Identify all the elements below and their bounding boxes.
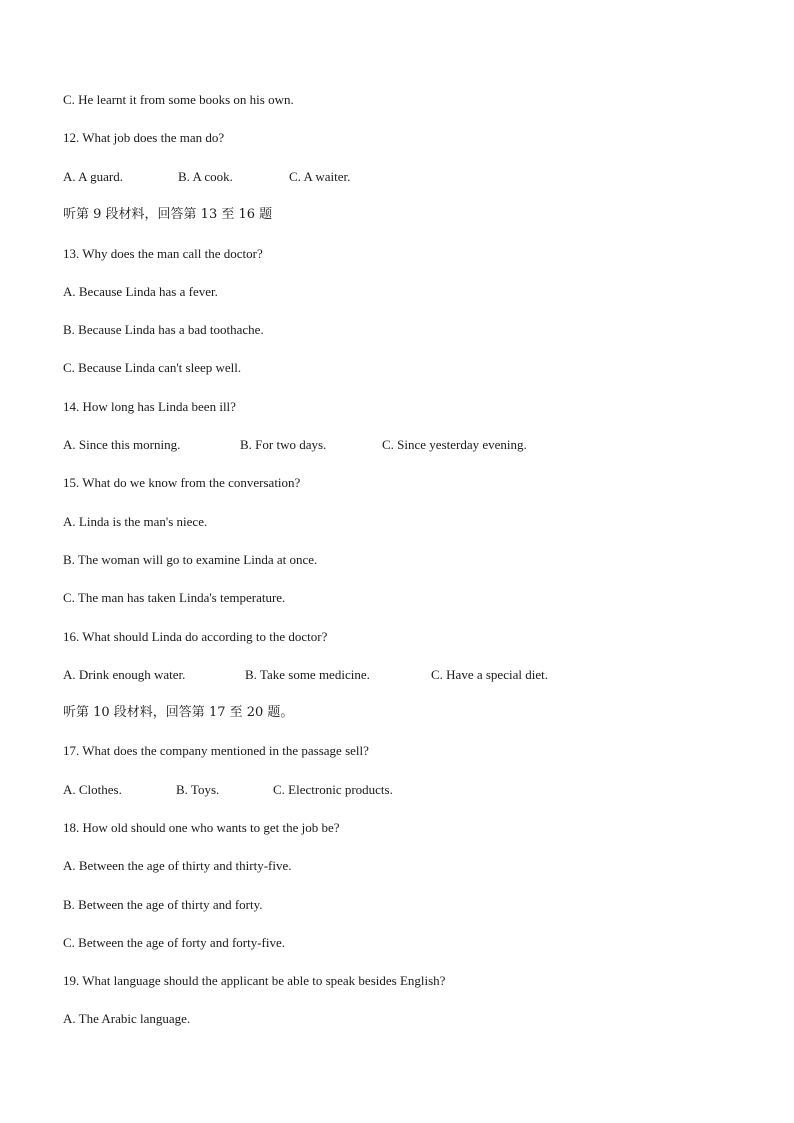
- q13-question: 13. Why does the man call the doctor?: [63, 246, 263, 261]
- q19-question: 19. What language should the applicant be able to speak besides English?: [63, 973, 446, 988]
- q15-question: 15. What do we know from the conversation?: [63, 475, 301, 490]
- q12-option-b: B. A cook.: [178, 169, 233, 184]
- q18-question: 18. How old should one who wants to get the job be?: [63, 820, 340, 835]
- q18-option-a: A. Between the age of thirty and thirty-five.: [63, 858, 292, 873]
- q14-question: 14. How long has Linda been ill?: [63, 399, 236, 414]
- q15-option-a: A. Linda is the man's niece.: [63, 514, 208, 529]
- q13-option-a: A. Because Linda has a fever.: [63, 284, 218, 299]
- q18-option-c: C. Between the age of forty and forty-five.: [63, 935, 286, 950]
- q14-option-a: A. Since this morning.: [63, 437, 181, 452]
- section-9-heading: 听第 9 段材料，回答第 13 至 16 题: [63, 207, 273, 222]
- q17-option-b: B. Toys.: [176, 782, 220, 797]
- section-10-heading: 听第 10 段材料，回答第 17 至 20 题。: [63, 705, 294, 720]
- q17-question: 17. What does the company mentioned in the passage sell?: [63, 743, 369, 758]
- q15-option-b: B. The woman will go to examine Linda at once.: [63, 552, 318, 567]
- q16-option-a: A. Drink enough water.: [63, 667, 186, 682]
- q12-option-a: A. A guard.: [63, 169, 123, 184]
- q12-question: 12. What job does the man do?: [63, 130, 225, 145]
- q19-option-a: A. The Arabic language.: [63, 1011, 191, 1026]
- q11-option-c: C. He learnt it from some books on his own.: [63, 92, 294, 107]
- q16-question: 16. What should Linda do according to the doctor?: [63, 629, 328, 644]
- q16-option-b: B. Take some medicine.: [245, 667, 370, 682]
- q17-option-c: C. Electronic products.: [273, 782, 393, 797]
- q15-option-c: C. The man has taken Linda's temperature.: [63, 590, 286, 605]
- q12-option-c: C. A waiter.: [289, 169, 351, 184]
- q13-option-b: B. Because Linda has a bad toothache.: [63, 322, 264, 337]
- q13-option-c: C. Because Linda can't sleep well.: [63, 360, 242, 375]
- q14-option-b: B. For two days.: [240, 437, 327, 452]
- q14-option-c: C. Since yesterday evening.: [382, 437, 527, 452]
- q18-option-b: B. Between the age of thirty and forty.: [63, 897, 263, 912]
- q16-option-c: C. Have a special diet.: [431, 667, 548, 682]
- q17-option-a: A. Clothes.: [63, 782, 122, 797]
